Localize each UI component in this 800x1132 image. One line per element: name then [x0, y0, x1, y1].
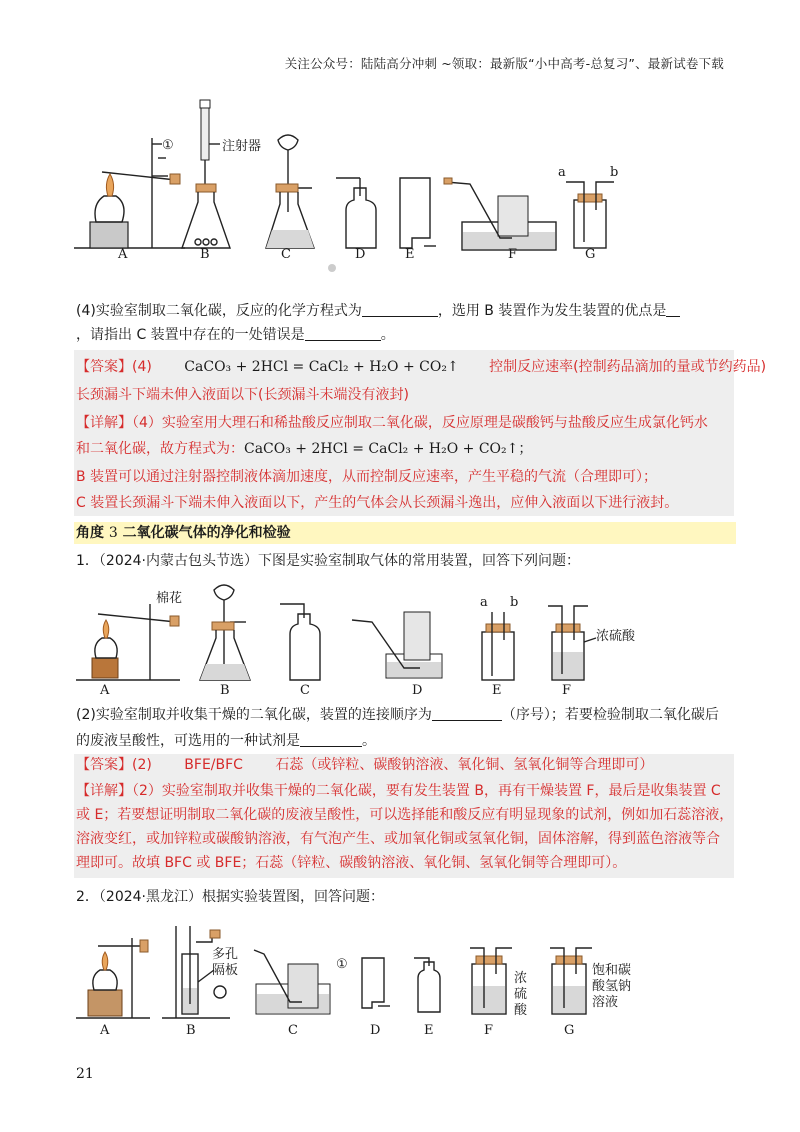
- label-a: A: [118, 247, 128, 262]
- page-number: 21: [76, 1066, 94, 1082]
- tube-b-label: b: [610, 165, 619, 180]
- fig3-apparatus-f: [470, 948, 528, 1038]
- apparatus-e: [400, 178, 436, 262]
- detail-text-3: B 装置可以通过注射器控制液体滴加速度，从而控制反应速率，产生平稳的气流（合理即可）；: [76, 469, 658, 485]
- q1-text-d: 。: [362, 733, 376, 749]
- q1-detail-tag: 【详解】: [76, 783, 132, 799]
- q4-text-b: ，选用 B 装置作为发生装置的优点是: [437, 303, 667, 319]
- q1-answer-tag: 【答案】(2): [76, 757, 152, 773]
- q1-text-a: (2)实验室制取并收集干燥的二氧化碳，装置的连接顺序为: [76, 707, 432, 723]
- fig3-label-f: F: [484, 1023, 494, 1038]
- fig2-apparatus-b: [200, 585, 250, 698]
- apparatus-figure-1: [0, 92, 800, 292]
- q1-detail-1: （2）实验室制取并收集干燥的二氧化碳，要有发生装置 B，再有干燥装置 F，最后是收集装置 C: [132, 783, 721, 799]
- q1-detail-2: 或 E；若要想证明制取二氧化碳的废液呈酸性，可以选择能和酸反应有明显现象的试剂，例如加石蕊溶液，: [76, 807, 734, 823]
- label-f: F: [508, 247, 518, 262]
- answer-error: 长颈漏斗下端未伸入液面以下(长颈漏斗末端没有液封): [76, 387, 409, 403]
- fig3-apparatus-c: [254, 950, 330, 1038]
- q4-detail-line-2: [76, 438, 664, 460]
- f-label-1: 浓: [514, 971, 528, 986]
- blank-equation: [362, 302, 438, 317]
- q1-detail-line-1: [76, 780, 721, 802]
- section-title-text: 二氧化碳气体的净化和检验: [122, 525, 291, 541]
- fig3-apparatus-a: [76, 938, 150, 1038]
- label-e: E: [405, 247, 415, 262]
- fig3-apparatus-g: [550, 948, 631, 1038]
- q4-text-d: 。: [380, 327, 395, 343]
- apparatus-figure-2: [0, 576, 800, 700]
- fig3-label-a: A: [100, 1023, 110, 1038]
- blank-reagent: [300, 732, 362, 747]
- apparatus-c: [266, 135, 314, 262]
- detail-text-4: C 装置长颈漏斗下端未伸入液面以下，产生的气体会从长颈漏斗逸出，应伸入液面以下进行液封。: [76, 495, 679, 511]
- blank-error: [305, 326, 381, 341]
- section-number: 3: [108, 525, 118, 541]
- q1-part-line-2: [76, 730, 730, 752]
- fig3-label-e: E: [424, 1023, 434, 1038]
- detail-text-2b: ；: [518, 441, 533, 457]
- fig2-label-b: B: [220, 683, 230, 698]
- page-header: 关注公众号：陆陆高分冲刺 ~领取：最新版“小中高考-总复习”、最新试卷下载: [284, 56, 724, 71]
- section-prefix: 角度: [76, 525, 104, 541]
- apparatus-figure-3: [0, 912, 800, 1042]
- answer-advantage: 控制反应速率(控制药品滴加的量或节约药品): [489, 359, 767, 375]
- apparatus-f: [444, 178, 556, 262]
- fig3-apparatus-d: [336, 957, 390, 1038]
- f-label-3: 酸: [514, 1003, 528, 1018]
- blank-advantage: [666, 302, 680, 317]
- label-g: G: [585, 247, 596, 262]
- q4-text-c: ，请指出 C 装置中存在的一处错误是: [76, 327, 305, 343]
- e-tube-b: b: [510, 595, 519, 610]
- fig2-label-c: C: [300, 683, 310, 698]
- g-label-1: 饱和碳: [592, 963, 632, 978]
- q1-detail-3: 溶液变红，或加锌粒或碳酸钠溶液，有气泡产生、或加氧化铜或氢氧化铜，固体溶解，得到蓝色溶液等合: [76, 831, 720, 847]
- blank-order: [432, 706, 502, 721]
- porous-label-2: 隔板: [212, 963, 239, 978]
- apparatus-a: [74, 138, 185, 262]
- cotton-label: 棉花: [156, 591, 183, 606]
- detail-tag: 【详解】: [76, 415, 132, 431]
- fig3-apparatus-b: [162, 926, 238, 1038]
- q1-text-c: 的废液呈酸性，可选用的一种试剂是: [76, 733, 300, 749]
- fig2-label-f: F: [562, 683, 572, 698]
- fig2-apparatus-d: [352, 612, 442, 698]
- circle-mark-1: ①: [162, 138, 174, 153]
- e-tube-a: a: [480, 595, 488, 610]
- apparatus-b: [182, 100, 261, 262]
- q1-detail-4: 理即可。故填 BFC 或 BFE；石蕊（锌粒、碳酸钠溶液、氧化铜、氢氧化铜等合理即可）。: [76, 855, 627, 871]
- fig2-label-d: D: [412, 683, 423, 698]
- detail-text-2: 和二氧化碳，故方程式为：: [76, 441, 244, 457]
- g-label-2: 酸氢钠: [592, 979, 632, 994]
- label-d: D: [355, 247, 366, 262]
- q1-stem: 1．（2024·内蒙古包头节选）下图是实验室制取气体的常用装置，回答下列问题：: [76, 553, 580, 569]
- fig3-label-b: B: [186, 1023, 196, 1038]
- detail-equation: CaCO₃ + 2HCl = CaCl₂ + H₂O + CO₂↑: [244, 441, 519, 457]
- f-conc-sulfuric: 浓硫酸: [596, 629, 636, 644]
- label-b: B: [200, 247, 210, 262]
- g-label-3: 溶液: [592, 995, 619, 1010]
- label-c: C: [281, 247, 291, 262]
- f-label-2: 硫: [514, 987, 528, 1002]
- syringe-label: 注射器: [222, 139, 262, 154]
- fig2-apparatus-e: [480, 595, 518, 698]
- fig2-apparatus-a: [76, 590, 182, 698]
- q1-part-line-1: [76, 704, 730, 726]
- apparatus-d: [328, 178, 376, 272]
- fig2-label-e: E: [492, 683, 502, 698]
- circle-mark-2: ①: [336, 957, 348, 972]
- q1-answer-order: BFE/BFC: [184, 757, 243, 773]
- apparatus-g: [558, 165, 618, 262]
- q4-line-1: [76, 300, 730, 322]
- q4-answer-block: [74, 350, 767, 516]
- q4-answer-line: [76, 356, 767, 378]
- fig3-label-g: G: [564, 1023, 575, 1038]
- fig3-apparatus-e: [414, 958, 440, 1038]
- tube-a-label: a: [558, 165, 566, 180]
- answer-equation: CaCO₃ + 2HCl = CaCl₂ + H₂O + CO₂↑: [184, 359, 459, 375]
- fig2-apparatus-c: [280, 604, 320, 698]
- q4-detail-line-1: [76, 412, 708, 434]
- q1-text-b: （序号）；若要检验制取二氧化碳后: [501, 707, 719, 723]
- q4-line-2: [76, 324, 730, 346]
- fig3-label-d: D: [370, 1023, 381, 1038]
- q1-answer-block: [74, 754, 734, 878]
- q1-answer-line: [76, 754, 664, 776]
- fig2-label-a: A: [100, 683, 110, 698]
- answer-tag: 【答案】(4): [76, 359, 152, 375]
- q2-stem: 2．（2024·黑龙江）根据实验装置图，回答问题：: [76, 889, 384, 905]
- fig2-apparatus-f: [548, 606, 636, 698]
- detail-text-1: （4）实验室用大理石和稀盐酸反应制取二氧化碳，反应原理是碳酸钙与盐酸反应生成氯化钙水: [132, 415, 708, 431]
- q4-text-a: (4)实验室制取二氧化碳，反应的化学方程式为: [76, 303, 362, 319]
- porous-label-1: 多孔: [212, 947, 239, 962]
- fig3-label-c: C: [288, 1023, 298, 1038]
- q1-answer-reagent: 石蕊（或锌粒、碳酸钠溶液、氧化铜、氢氧化铜等合理即可）: [275, 757, 654, 773]
- section-title: [74, 522, 736, 544]
